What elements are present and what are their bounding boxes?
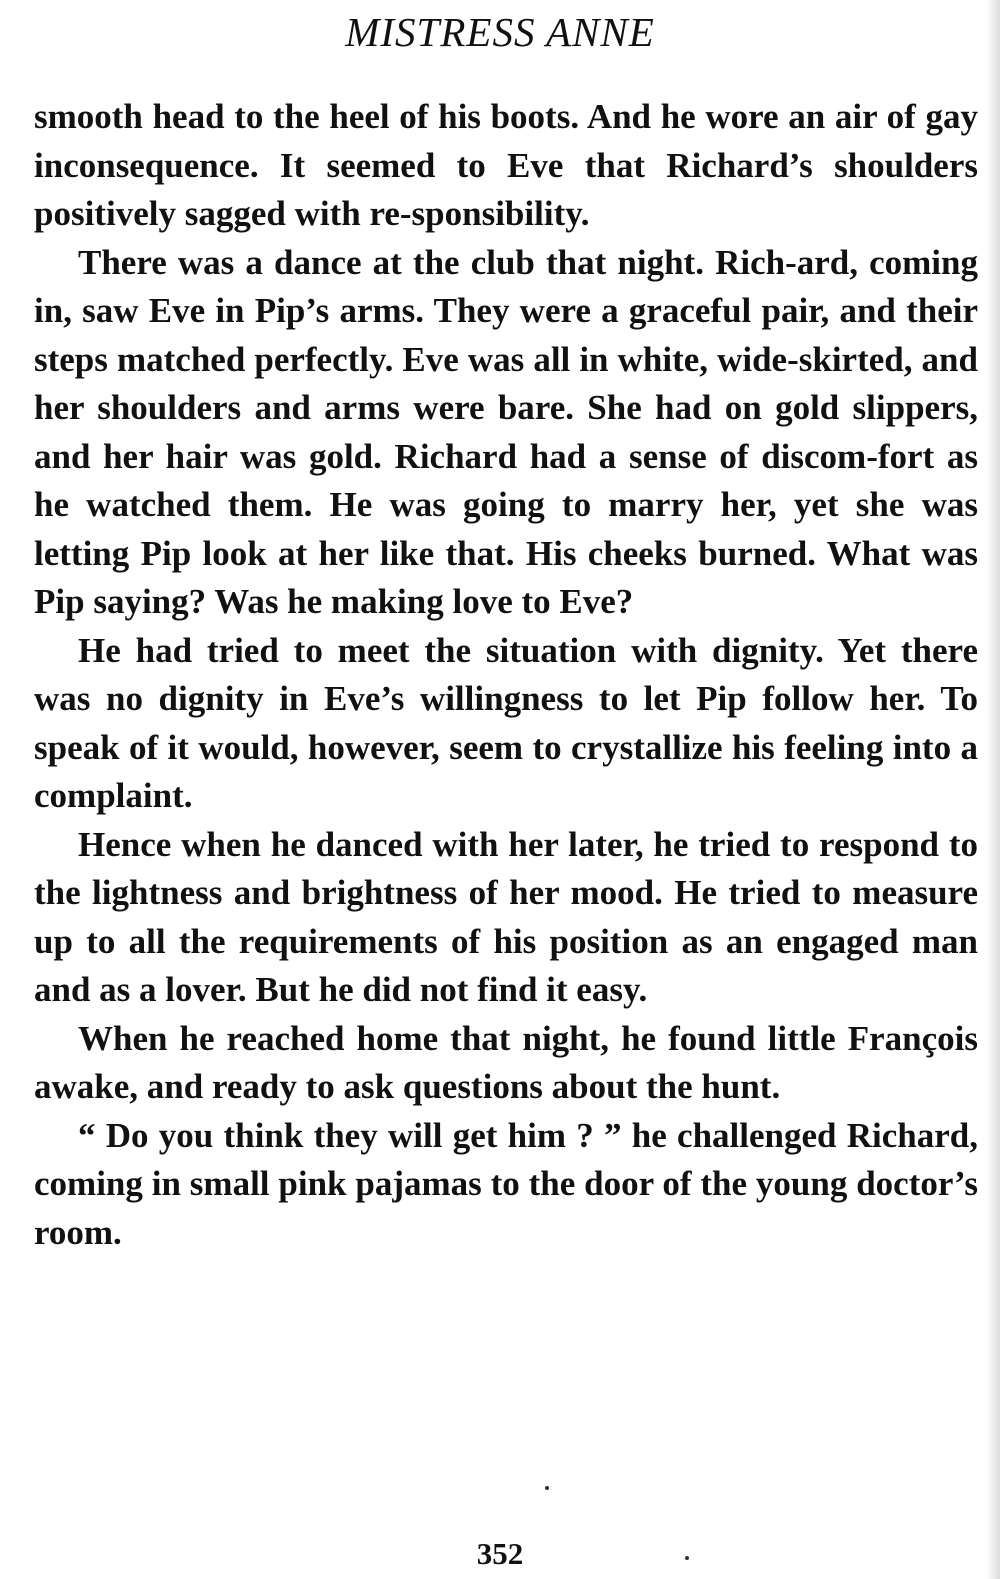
- paragraph: He had tried to meet the situation with dignity. Yet there was no dignity in Eve’s willingness to let Pip follow her. To speak of it would, however, seem to crystallize his feeling into a complaint.: [34, 630, 978, 815]
- scan-speck: [685, 1556, 689, 1560]
- paragraph: “ Do you think they will get him ? ” he challenged Richard, coming in small pink pajamas to the door of the young doctor’s room.: [34, 1115, 978, 1252]
- paragraph: Hence when he danced with her later, he tried to respond to the lightness and brightness of her mood. He tried to measure up to all the requirements of his position as an engaged man and as a lover. But he did not find it easy.: [34, 824, 978, 1009]
- running-head: MISTRESS ANNE: [345, 9, 655, 55]
- paragraph: There was a dance at the club that night. Rich-ard, coming in, saw Eve in Pip’s arms. They were a graceful pair, and their steps matched perfectly. Eve was all in white, wide-skirted, and her shoulders and arms were bare. She had on gold slippers, and her hair was gold. Richard had a sense of discom-fort as he watched them. He was going to marry her, yet she was letting Pip look at her like that. His cheeks burned. What was Pip saying? Was he making love to Eve?: [34, 242, 978, 621]
- body-text: [34, 93, 978, 1257]
- page-number: 352: [476, 1536, 524, 1571]
- scanned-page-edge: [986, 0, 1000, 1579]
- scan-speck: [545, 1486, 549, 1490]
- paragraph: When he reached home that night, he found little François awake, and ready to ask questions about the hunt.: [34, 1018, 978, 1106]
- paragraph-continued: smooth head to the heel of his boots. And he wore an air of gay inconsequence. It seemed to Eve that Richard’s shoulders positively sagged with re-sponsibility.: [34, 97, 978, 233]
